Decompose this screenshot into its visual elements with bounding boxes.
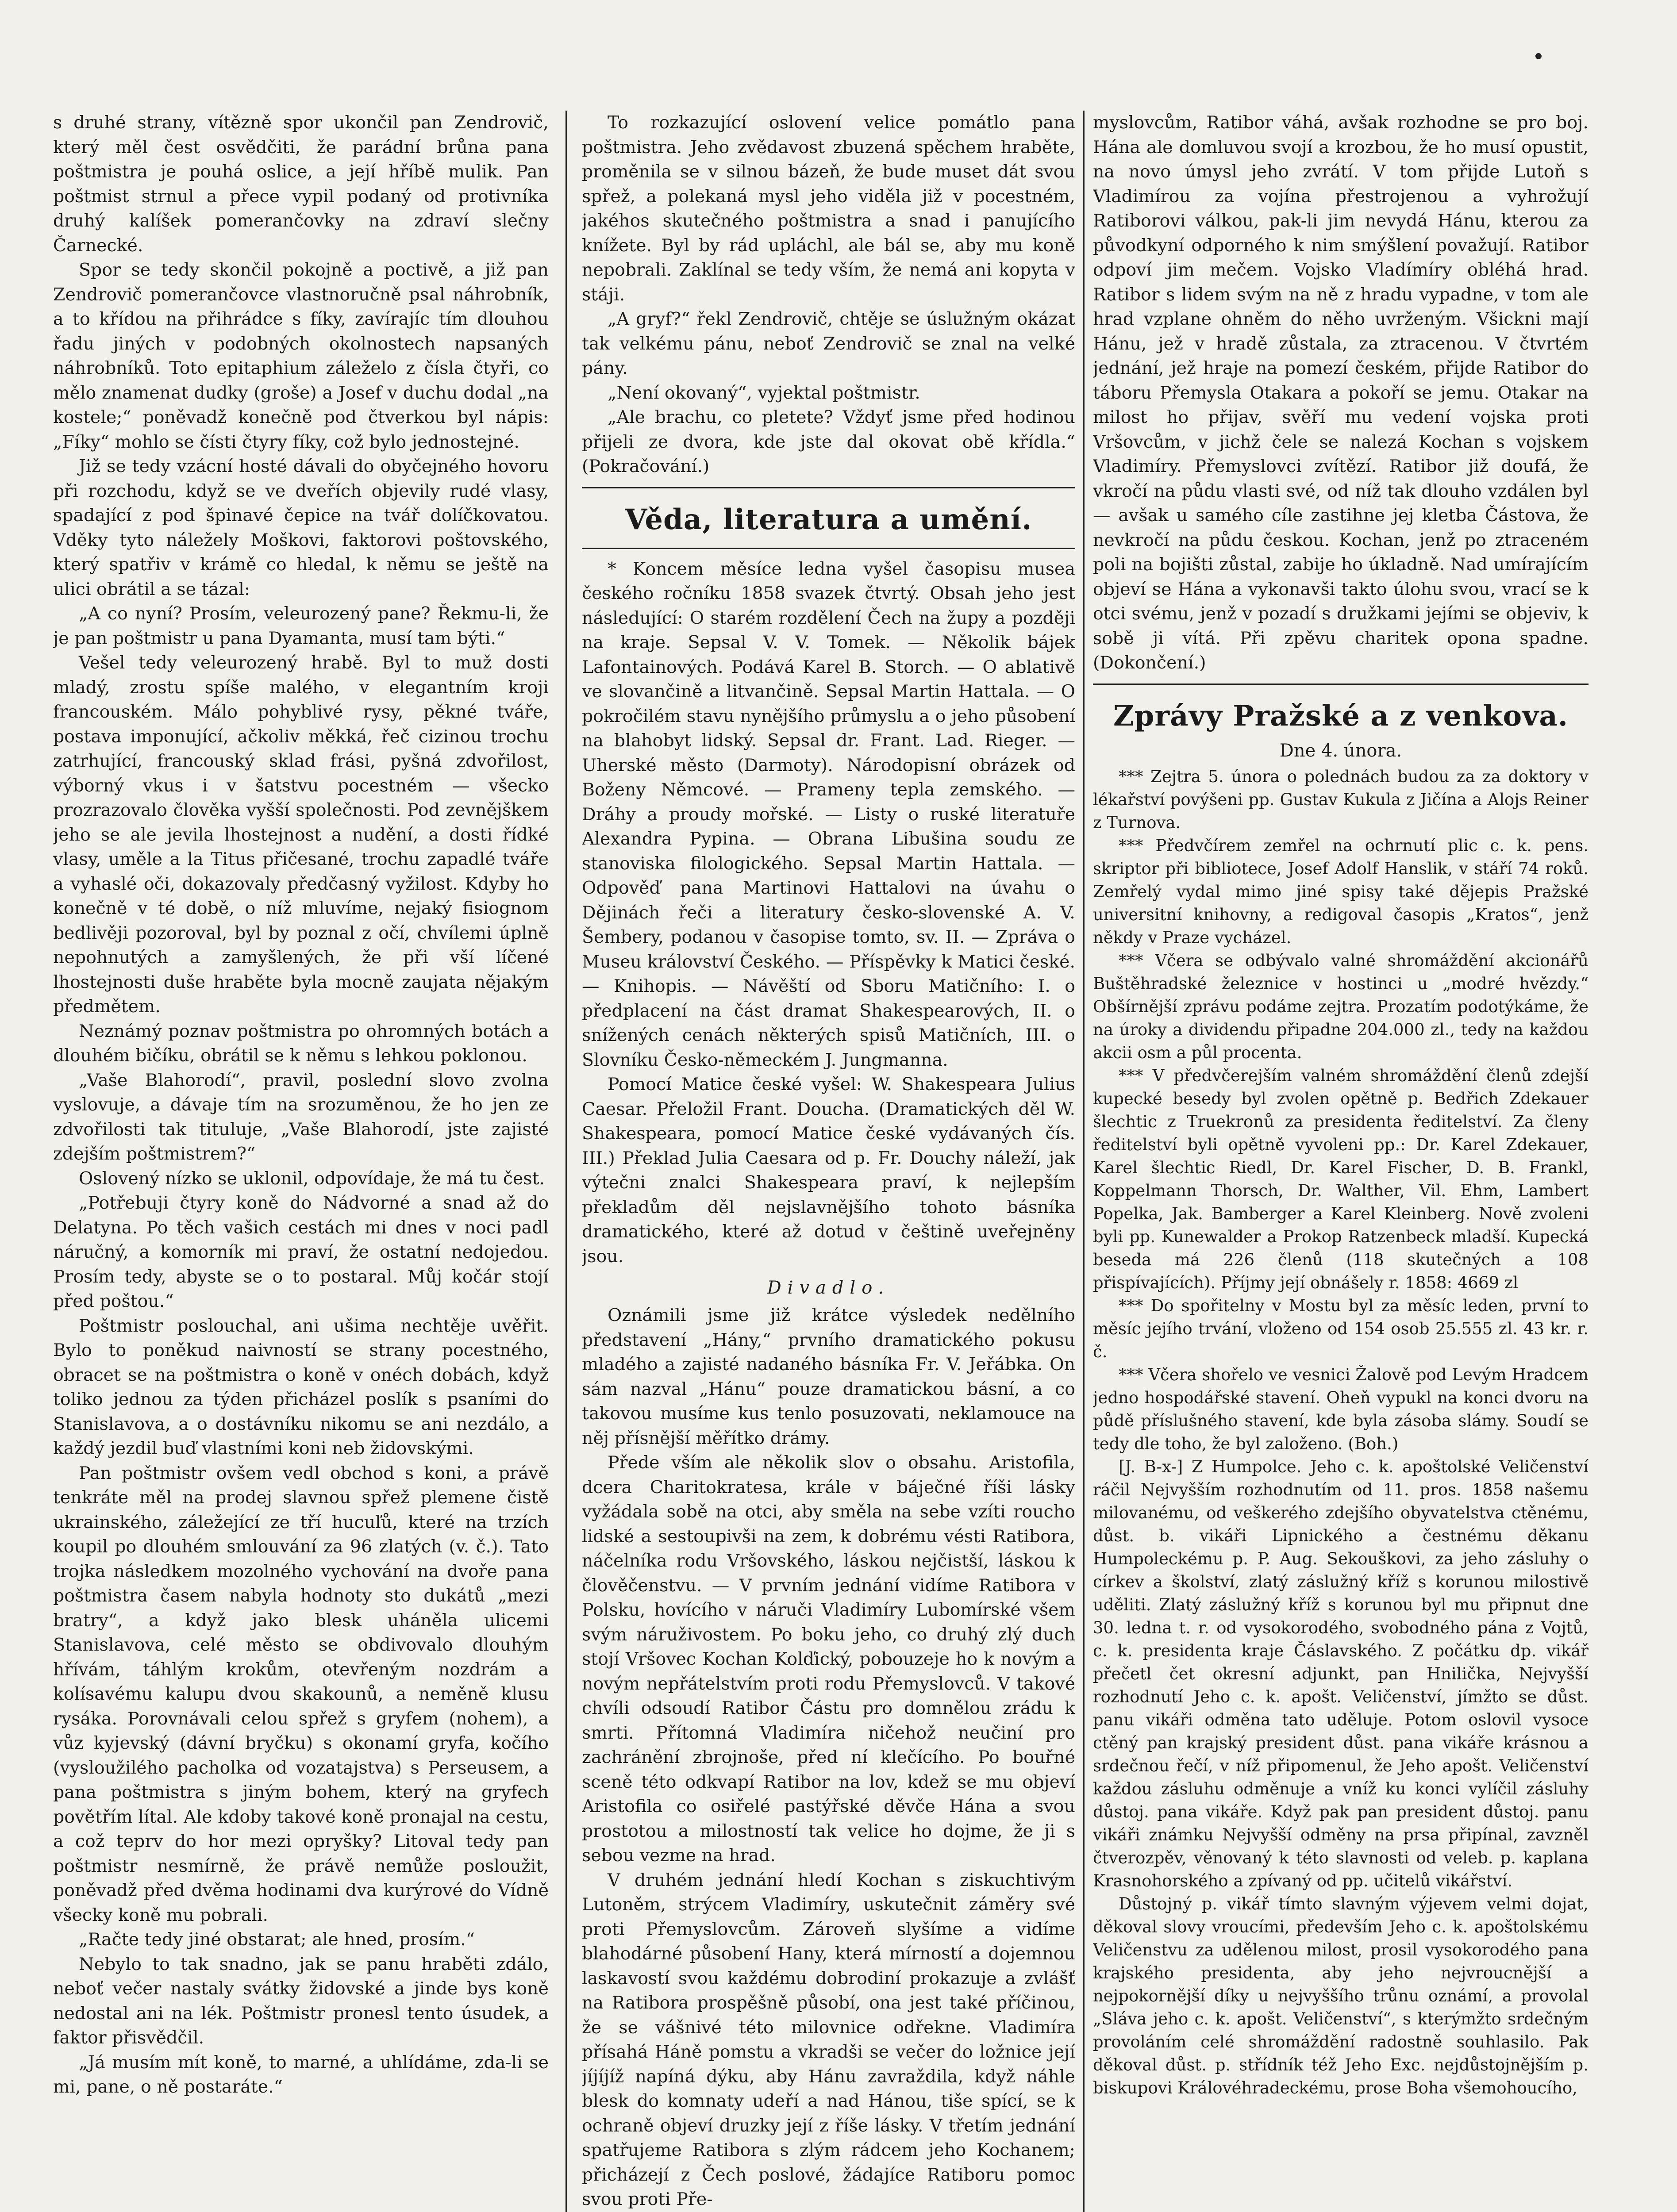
paragraph: Poštmistr poslouchal, ani ušima nechtěje uvěřit. Bylo to poněkud naivností se strany pocestného, obracet se na poštmistra o koně v onéch dobách, když toliko jednou za týden přicházel poslík s psaními do Stanislavova, a o dostávníku nikomu se ani nezdálo, a každý jezdil buď vlastními koni neb židovskými. bbox=[53, 1315, 549, 1459]
paragraph: Oslovený nízko se uklonil, odpovídaje, že má tu čest. bbox=[79, 1168, 545, 1189]
paragraph: Důstojný p. vikář tímto slavným výjevem velmi dojat, děkoval slovy vroucími, především Jeho c. k. apoštolskému Veličenstvu za udělenou milost, prosil vysokorodého pana krajského presidenta, aby jeho nejvroucnější a nejpokornější díky u nejvyššího trůnu oznámí, a provolal „Sláva jeho c. k. apošt. Veličenství“, s kterýmžto srdečným provoláním celé shromáždění radostně souhlasilo. Pak děkoval důst. p. střídník též Jeho Exc. nejdůstojnějším p. biskupovi Královéhradeckému, prose Boha všemohoucího, bbox=[1093, 1894, 1589, 2097]
paragraph: Nebylo to tak snadno, jak se panu hraběti zdálo, neboť večer nastaly svátky židovské a jinde bys koně nedostal ani na lék. Poštmistr pronesl tento úsudek, a faktor přisvědčil. bbox=[53, 1954, 549, 2048]
paragraph: s druhé strany, vítězně spor ukončil pan Zendrovič, který měl čest osvědčiti, že parádní brůna pana poštmistra je pouhá oslice, a její hříbě mulik. Pan poštmist strnul a přece vypil podaný od protivníka druhý kalíšek pomerančovky na zdraví slečny Čarnecké. bbox=[53, 112, 549, 256]
paragraph: Neznámý poznav poštmistra po ohromných botách a dlouhém bičíku, obrátil se k němu s lehkou poklonou. bbox=[53, 1021, 549, 1066]
theatre-review-text bbox=[582, 1303, 1075, 2212]
news-date: Dne 4. února. bbox=[1279, 740, 1402, 761]
paragraph: Oznámili jsme již krátce výsledek nedělního představení „Hány,“ prvního dramatického pokusu mladého a zajisté nadaného básníka Fr. V. Jeřábka. On sám nazval „Hánu“ pouze dramatickou básní, a co takovou musíme kus tenlo posuzovati, neklamouce na něj přísnější měřítko drámy. bbox=[582, 1305, 1075, 1448]
paragraph: „Já musím mít koně, to marné, a uhlídáme, zda-li se mi, pane, o ně postaráte.“ bbox=[53, 2052, 549, 2097]
column-divider-1 bbox=[565, 111, 567, 2212]
paragraph: myslovcům, Ratibor váhá, avšak rozhodne se pro boj. Hána ale domluvou svojí a krozbou, že ho musí opustit, na novo úmysl jeho zvrátí. V tom přijde Lutoň s Vladimírou za vojína přestrojenou a vyhrožují Ratiborovi válkou, pak-li jim nevydá Hánu, kterou za původkyní odporného k nim smýšlení považují. Ratibor odpoví jim mečem. Vojsko Vladímíry obléhá hrad. Ratibor s lidem svým na ně z hradu vypadne, v tom ale hrad vzplane ohněm do něho uvrženým. Všickni mají Hánu, jež v hradě zůstala, za ztracenou. V čtvrtém jednání, jež hraje na pomezí českém, přijde Ratibor do táboru Přemysla Otakara a pokoří se jemu. Otakar na milost ho přijav, svěří mu vedení vojska proti Vršovcům, v jichž čele se nalezá Kochan s vojskem Vladimíry. Přemyslovci zvítězí. Ratibor již doufá, že vkročí na půdu vlasti své, od níž tak dlouho vzdálen byl — avšak u samého cíle zastihne jej kletba Částova, že nevkročí na půdu českou. Kochan, jenž po ztraceném poli na bojišti zůstal, zabije ho úkladně. Nad umírajícím objeví se Hána a vykonavši takto úlohu svou, vrací se k otci svému, jenž v pozadí s družkami jejími se objeviv, k sobě ji vítá. Při zpěvu charitek opona spadne. (Dokončení.) bbox=[1093, 112, 1589, 673]
paragraph: Vešel tedy veleurozený hrabě. Byl to muž dosti mladý, zrostu spíše malého, v elegantním kroji francouském. Málo pohyblivé rysy, pěkné tváře, postava imponující, ačkoliv měkká, řeč cizinou trochu zatrhující, francouský sklad frási, pyšná zdvořilost, výborný vkus i v šatstvu pocestném — všecko prozrazovalo člověka vyšší společnosti. Pod zevnějškem jeho se ale jevila lhostejnost a nudění, a dosti řídké vlasy, uměle a la Titus přičesané, trochu zapadlé tváře a vyhaslé oči, dokazovaly předčasný vyžilost. Kdyby ho konečně v té době, o níž mluvíme, nejaký fisiognom bedlivěji pozoroval, byl by poznal z očí, chvílemi úplně nepohnutých a zamyšlených, že při vší líčené lhostejnosti duše hraběte byla mocně zaujata nějakým předmětem. bbox=[53, 653, 549, 1017]
section-rule bbox=[582, 548, 1075, 549]
column-1 bbox=[53, 111, 549, 2212]
subheading-theatre: Divadlo. bbox=[767, 1278, 890, 1298]
paragraph: „Není okovaný“, vyjektal poštmistr. bbox=[608, 382, 920, 403]
paragraph: *** V předvčerejším valném shromáždění členů zdejší kupecké besedy byl zvolen opětně p. Bedřich Zdekauer šlechtic z Truekronů za presidenta ředitelství. Za členy ředitelství byli opětně vyvoleni pp.: Dr. Karel Zdekauer, Karel šlechtic Riedl, Dr. Karel Fischer, D. B. Frankl, Koppelmann Thorsch, Dr. Walther, Vil. Ehm, Lambert Popelka, Jak. Bamberger a Karel Kleinberg. Nově zvoleni byli pp. Kunewalder a Prokop Ratzenbeck mladší. Kupecká beseda má 226 členů (118 skutečných a 108 přispívajících). Příjmy její obnášely r. 1858: 4669 zl bbox=[1093, 1066, 1589, 1292]
theatre-review-continuation bbox=[1093, 111, 1589, 676]
paragraph: V druhém jednání hledí Kochan s ziskuchtivým Lutoněm, strýcem Vladimíry, uskutečnit záměry své proti Přemyslovcům. Zároveň slyšíme a vidíme blahodárné působení Hany, která mírností a dojemnou laskavostí svou každému dobrodiní prokazuje a zvlášť na Ratibora prospěšně působí, ona jest také příčinou, že se vášnivé této milovnice odřekne. Vladimíra přísahá Háně pomstu a vkradši se večer do ložnice její jíjíjíž napíná dýku, aby Hánu zavraždila, když náhle blesk do komnaty udeří a nad Hánou, tiše spící, se k ochraně objeví druzky její z říše lásky. V třetím jednání spatřujeme Ratibora s zlým rádcem jeho Kochanem; přicházejí z Čech poslové, žádajíce Ratiboru pomoc svou proti Pře- bbox=[582, 1870, 1075, 2209]
section-heading-news: Zprávy Pražské a z venkova. bbox=[1113, 699, 1569, 733]
paragraph: Pomocí Matice české vyšel: W. Shakespeara Julius Caesar. Přeložil Frant. Doucha. (Dramatických děl W. Shakespeara, pomocí Matice české vydávaných čís. III.) Překlad Julia Caesara od p. Fr. Douchy náleží, jak výtečni znalci Shakespeara praví, k nejlepším překladům děl nejslavnějšího tohoto básníka dramatického, které až dotud v češtině uveřejněny jsou. bbox=[582, 1074, 1075, 1267]
paragraph: „A gryf?“ řekl Zendrovič, chtěje se úslužným okázat tak velkému pánu, neboť Zendrovič se znal na velké pány. bbox=[582, 309, 1075, 378]
paragraph: Již se tedy vzácní hosté dávali do obyčejného hovoru při rozchodu, když se ve dveřích objevily rudé vlasy, spadající z pod špinavé čepice na tvář dolíčkovatou. Vděky tyto náležely Moškovi, faktorovi poštovského, který spatřiv v krámě co hledal, k němu se ještě na ulici obrátil a se tázal: bbox=[53, 456, 549, 599]
section-rule bbox=[582, 487, 1075, 488]
paragraph: [J. B-x-] Z Humpolce. Jeho c. k. apoštolské Veličenství ráčil Nejvyšším rozhodnutím od 11. pros. 1858 našemu milovanému, od veškerého zdejšího obyvatelstva ctěnému, důst. b. vikáři Lipnického a čestnému děkanu Humpoleckému p. P. Aug. Sekouškovi, za jeho zásluhy o církev a školství, zlatý záslužný kříž s korunou milostivě uděliti. Zlatý záslužný kříž s korunou byl mu připnut dne 30. ledna t. r. od vysokorodého, svobodného pána z Vojtů, c. k. presidenta kraje Čáslavského. Z počátku dp. vikář přečetl čet okresní adjunkt, pan Hnilička, Nejvyšší rozhodnutí Jeho c. k. apošt. Veličenství, jímžto se důst. panu vikáři odměna tato uděluje. Potom oslovil vysoce ctěný pan krajský president důst. pana vikáře krásnou a srdečnou řečí, v níž připomenul, že Jeho apošt. Veličenství každou zásluhu odměnuje a vníž ku konci vylíčil zásluhy důstoj. pana vikáře. Když pak pan president důstoj. panu vikáři známku Nejvyšší odměny na prsa připínal, zavzněl čtverozpěv, věnovaný k této slavnosti od veleb. p. kaplana Krasnohorského a zpívaný od pp. učitelů vikářství. bbox=[1093, 1457, 1589, 1890]
humpolec-report-text bbox=[1093, 1455, 1589, 2100]
ink-dot bbox=[1535, 53, 1542, 59]
column-1-text bbox=[53, 111, 549, 2100]
paragraph: To rozkazující oslovení velice pomátlo pana poštmistra. Jeho zvědavost zbuzená spěchem hraběte, proměnila se v silnou bázeň, že bude muset dát svou spřež, a polekaná mysl jeho viděla již v pocestném, jakéhos skutečného poštmistra a snad i panujícího knížete. Byl by rád upláchl, ale bál se, aby mu koně nepobrali. Zaklínal se tedy vším, že nemá ani kopyta v stáji. bbox=[582, 112, 1075, 305]
column-2 bbox=[582, 111, 1075, 2212]
paragraph: „Vaše Blahorodí“, pravil, poslední slovo zvolna vyslovuje, a dávaje tím na srozuměnou, že ho jen ze zdvořilosti tak tituluje, „Vaše Blahorodí, jste zajisté zdejším poštmistrem?“ bbox=[53, 1070, 549, 1164]
paragraph: Přede vším ale několik slov o obsahu. Aristofila, dcera Charitokratesa, krále v báječné říši lásky vyžádala sobě na otci, aby směla na sebe vzíti roucho lidské a sestoupivši na zem, k dobrému vésti Ratibora, náčelníka rodu Vršovského, láskou nejčistší, láskou k člověčenstvu. — V prvním jednání vidíme Ratibora v Polsku, hovícího v náruči Vladimíry Lubomírské všem svým náruživostem. Po boku jeho, co druhý zlý duch stojí Vršovec Kochan Kolďický, pobouzeje ho k novým a novým nepřátelstvím proti rodu Přemyslovců. V takové chvíli odsoudí Ratibor Částu pro domnělou zrádu k smrti. Přítomná Vladimíra ničehož neučiní pro zachránění zbrojnoše, před ní klečícího. Po bouřné sceně této odkvapí Ratibor na lov, kdež se mu objeví Aristofila co osiřelé pastýřské děvče Hána a svou prostotou a milostností tak velice ho dojme, že ji s sebou vezme na hrad. bbox=[582, 1452, 1075, 1866]
paragraph: *** Zejtra 5. února o polednách budou za za doktory v lékařství povýšeni pp. Gustav Kukula z Jičína a Alojs Reiner z Turnova. bbox=[1093, 767, 1589, 832]
prague-news-text bbox=[1093, 765, 1589, 1455]
paragraph: *** Do spořitelny v Mostu byl za měsíc leden, první to měsíc jejího trvání, vloženo od 154 osob 25.555 zl. 43 kr. r. č. bbox=[1093, 1296, 1589, 1361]
section-rule bbox=[1093, 684, 1589, 685]
paragraph: * Koncem měsíce ledna vyšel časopisu musea českého ročníku 1858 svazek čtvrtý. Obsah jeho jest následující: O starém rozdělení Čech na župy a později na kraje. Sepsal V. V. Tomek. — Několik bájek Lafontainových. Podává Karel B. Storch. — O ablativě ve slovančině a litvančině. Sepsal Martin Hattala. — O pokročilém stavu nynějšího průmyslu a o jeho působení na blahobyt lidský. Sepsal dr. Frant. Lad. Rieger. — Uherské město (Darmoty). Národopisní obrázek od Boženy Němcové. — Prameny tepla zemského. — Dráhy a proudy mořské. — Listy o ruské literatuře Alexandra Pypina. — Obrana Libušina soudu ze stanoviska filologického. Sepsal Martin Hattala. — Odpověď pana Martinovi Hattalovi na úvahu o Dějinách řeči a literatury česko-slovenské A. V. Šembery, podanou v časopise tomto, sv. II. — Zpráva o Museu království Českého. — Příspěvky k Matici české. — Knihopis. — Návěští od Sboru Matičního: I. o předplacení na část dramat Shakespearových, II. o snížených cenách některých spisů Matičních, III. o Slovníku Česko-německém J. Jungmanna. bbox=[582, 558, 1075, 1070]
paragraph: „Ale brachu, co pletete? Vždyť jsme před hodinou přijeli ze dvora, kde jste dal okovat obě křídla.“ (Pokračování.) bbox=[582, 407, 1075, 476]
paragraph: Pan poštmistr ovšem vedl obchod s koni, a právě tenkráte měl na prodej slavnou spřež plemene čistě ukrainského, záležející ze tří hucuľů, které na trzích koupil po dlouhém smlouvání za 96 zlatých (v. č.). Tato trojka následkem mozolného vychování na dvoře pana poštmistra časem nabyla hodnoty sto dukátů „mezi bratry“, a když jako blesk uháněla ulicemi Stanislavova, celé město se obdivovalo dlouhým hřívám, táhlým krokům, otevřeným nozdrám a kolísavému kalupu dvou skakounů, a neměně klusu rysáka. Porovnávali celou spřež s gryfem (nohem), a vůz kyjevský (dávní bryčku) s okonamí gryfa, kočího (vysloužilého pacholka od vozatajstva) s Perseusem, a pana poštmistra s jiným bohem, který na gryfech povětřím lítal. Ale kdoby takové koně pronajal na cestu, a což teprv do hor mezi opryšky? Litoval tedy pan poštmistr nesmírně, že právě nemůže posloužit, poněvadž před dvěma hodinami dva kurýrové do Vídně všecky koně mu pobrali. bbox=[53, 1463, 549, 1925]
paragraph: *** Včera shořelo ve vesnici Žalově pod Levým Hradcem jedno hospodářské stavení. Oheň vypukl na konci dvoru na půdě příslušného stavení, kde byla zásoba slámy. Soudí se tedy dle toho, že byl založeno. (Boh.) bbox=[1093, 1365, 1589, 1453]
paragraph: „Potřebuji čtyry koně do Nádvorné a snad až do Delatyna. Po těch vašich cestách mi dnes v noci padl náručný, a komorník mi praví, že ostatní nedojedou. Prosím tedy, abyste se o to postaral. Můj kočár stojí před poštou.“ bbox=[53, 1193, 549, 1311]
paragraph: *** Předvčírem zemřel na ochrnutí plic c. k. pens. skriptor při bibliotece, Josef Adolf Hanslik, v stáří 74 roků. Zemřelý vydal mimo jiné spisy také dějepis Pražské universitní knihovny, a redigoval časopis „Kratos“, jenž někdy v Praze vycházel. bbox=[1093, 836, 1589, 947]
paragraph: Spor se tedy skončil pokojně a poctivě, a již pan Zendrovič pomerančovce vlastnoručně psal náhrobník, a to křídou na přihrádce s fíky, zavírajíc tím dlouhou řadu jiných v podobných okolnostech napsaných náhrobníků. Toto epitaphium záleželo z čísla čtyři, co mělo znamenat dudky (groše) a Josef v duchu dodal „na kostele;“ poněvadž konečně pod čtverkou byl nápis: „Fíky“ mohlo se čísti čtyry fíky, což bylo jednostejné. bbox=[53, 260, 549, 452]
paragraph: „Račte tedy jiné obstarat; ale hned, prosím.“ bbox=[79, 1929, 475, 1950]
paragraph: „A co nyní? Prosím, veleurozený pane? Řekmu-li, že je pan poštmistr u pana Dyamanta, musí tam býti.“ bbox=[53, 603, 549, 649]
serial-story-continuation bbox=[582, 111, 1075, 479]
column-3 bbox=[1093, 111, 1589, 2212]
paragraph: *** Včera se odbývalo valné shromáždění akcionářů Buštěhradské železnice v hostinci u „modré hvězdy.“ Obšírnější zprávu podáme zejtra. Prozatím podotýkáme, že na úroky a dividendu připadne 204.000 zl., tedy na každou akcii osm a půl procenta. bbox=[1093, 951, 1589, 1062]
column-divider-2 bbox=[1083, 111, 1085, 2212]
section-heading-science: Věda, literatura a umění. bbox=[625, 503, 1032, 536]
science-literature-text bbox=[582, 557, 1075, 1269]
